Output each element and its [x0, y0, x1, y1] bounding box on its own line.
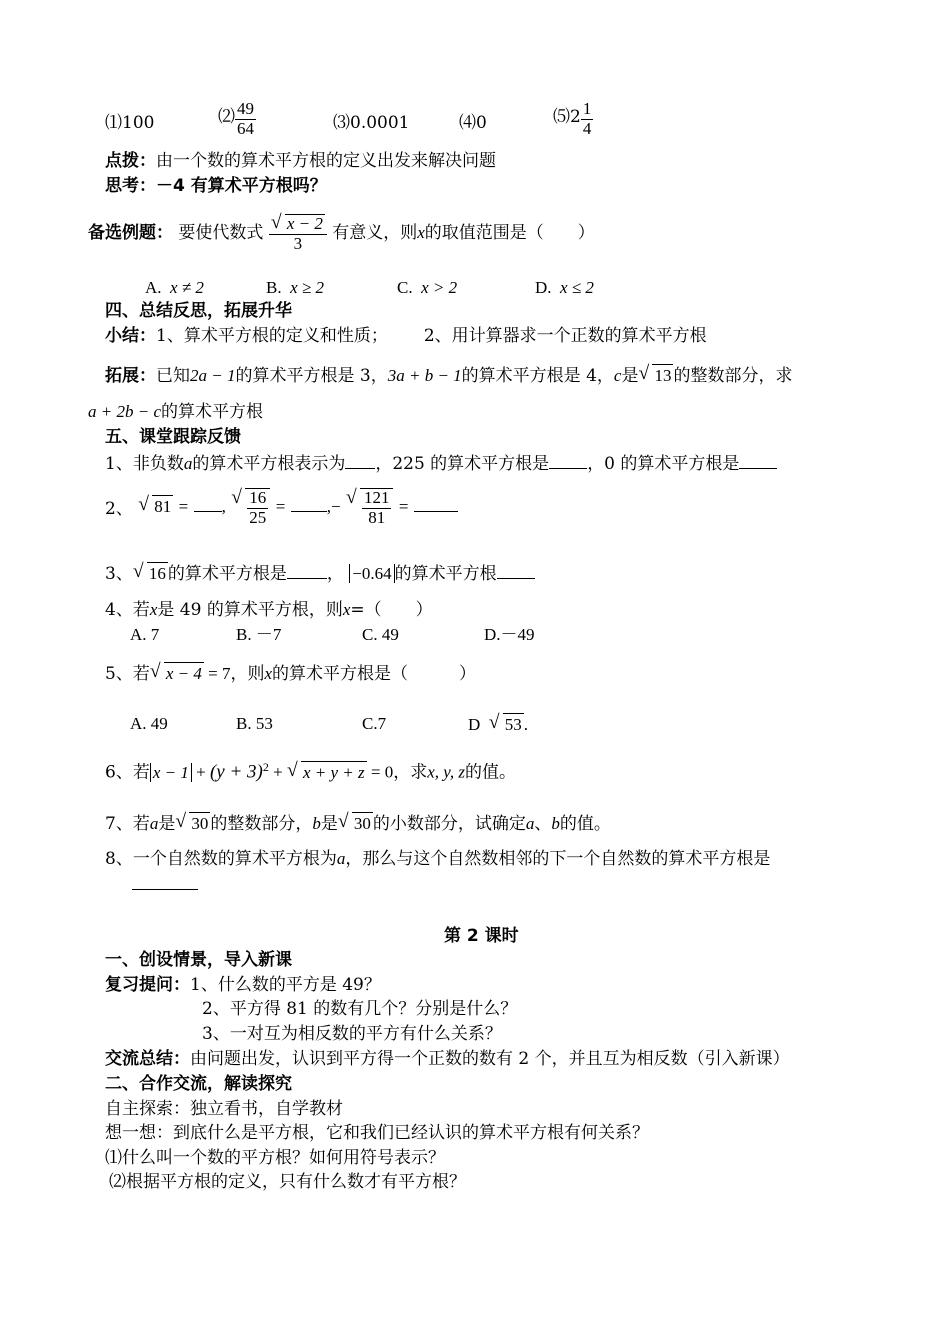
part-1-title: 一、创设情景，导入新课 [105, 950, 292, 970]
question-7: 7、若a是√ 30 的整数部分，b是√ 30 的小数部分，试确定a、b的值。 [105, 812, 611, 835]
question-6: 6、若 $x - 1 + (y + 3)^2$ + √ x + y + z = 0，求x, y, z的值。 [105, 760, 516, 784]
example-3: ⑶0.0001 [333, 113, 410, 133]
alt-options: A. x ≠ 2 B. x ≥ 2 C. x > 2 D. x ≤ 2 [145, 278, 594, 297]
question-2: 2、 √ 81 = , √ $\frac{16}{25}$ = ,− √ $\frac{121}{81}$ = [105, 488, 458, 527]
question-5-options: A. 49 B. 53 C.7 D √ 53 . [130, 713, 580, 737]
extension-line-1: 拓展：已知2a − 1的算术平方根是 3，3a + b − 1的算术平方根是 4，c是√ 13 的整数部分，求 [105, 364, 792, 387]
conclusion-line: 交流总结：由问题出发，认识到平方得一个正数的数有 2 个，并且互为相反数（引入新课） [105, 1049, 790, 1069]
alt-fraction: √ $\frac{x - 2}{3}$ [269, 214, 327, 253]
example-2: ⑵ $\frac{49}{64}$ [218, 99, 254, 138]
question-5: 5、若√ x − 4 = 7，则x的算术平方根是（ ） [105, 662, 476, 685]
example-5: ⑸2 $\frac{1}{4}$ [553, 99, 592, 138]
question-4: 4、若x是 49 的算术平方根，则x=（ ） [105, 600, 433, 620]
think-text: －4 有算术平方根吗？ [156, 176, 327, 196]
think-about: 想一想：到底什么是平方根，它和我们已经认识的算术平方根有何关系？ [105, 1123, 649, 1143]
alt-post: 有意义，则 [332, 223, 418, 244]
question-1: 1、非负数a的算术平方根表示为 ，225 的算术平方根是 ，0 的算术平方根是 [105, 452, 777, 475]
review-q2: 2、平方得 81 的数有几个？分别是什么？ [202, 999, 518, 1019]
tip-label: 点拨： [105, 151, 156, 171]
question-8-blank [132, 873, 198, 896]
example-4: ⑷0 [459, 113, 487, 133]
think-question-2: ⑵根据平方根的定义，只有什么数才有平方根？ [109, 1172, 466, 1192]
alt-label: 备选例题： [88, 223, 173, 244]
tip-text: 由一个数的算术平方根的定义出发来解决问题 [156, 151, 496, 171]
example-1: ⑴100 [105, 113, 155, 133]
section-5-title: 五、课堂跟踪反馈 [105, 427, 241, 447]
extension-line-2: a + 2b − c的算术平方根 [88, 402, 263, 422]
question-3: 3、√ 16 的算术平方根是 ， −0.64 的算术平方根 [105, 562, 535, 585]
question-8: 8、一个自然数的算术平方根为a，那么与这个自然数相邻的下一个自然数的算术平方根是 [105, 849, 771, 869]
question-4-options: A. 7 B. －7 C. 49 D.－49 [130, 625, 535, 644]
alt-pre: 要使代数式 [178, 223, 264, 244]
alt-example: 备选例题： 要使代数式 √ $\frac{x - 2}{3}$ 有意义，则x的取值范围是（ ） [88, 214, 595, 253]
think-label: 思考： [105, 176, 156, 196]
lesson-2-title: 第 2 课时 [444, 926, 519, 946]
section-4-title: 四、总结反思，拓展升华 [105, 301, 292, 321]
think-question-1: ⑴什么叫一个数的平方根？如何用符号表示？ [105, 1148, 445, 1168]
self-study: 自主探索：独立看书，自学教材 [105, 1099, 343, 1119]
summary-line: 小结：1、算术平方根的定义和性质； 2、用计算器求一个正数的算术平方根 [105, 326, 707, 346]
review-q3: 3、一对互为相反数的平方有什么关系？ [202, 1024, 502, 1044]
part-2-title: 二、合作交流，解读探究 [105, 1074, 292, 1094]
think-line [105, 176, 327, 197]
review-q1: 复习提问：1、什么数的平方是 49？ [105, 975, 381, 995]
example-row [105, 100, 625, 150]
tip-line [105, 151, 496, 172]
